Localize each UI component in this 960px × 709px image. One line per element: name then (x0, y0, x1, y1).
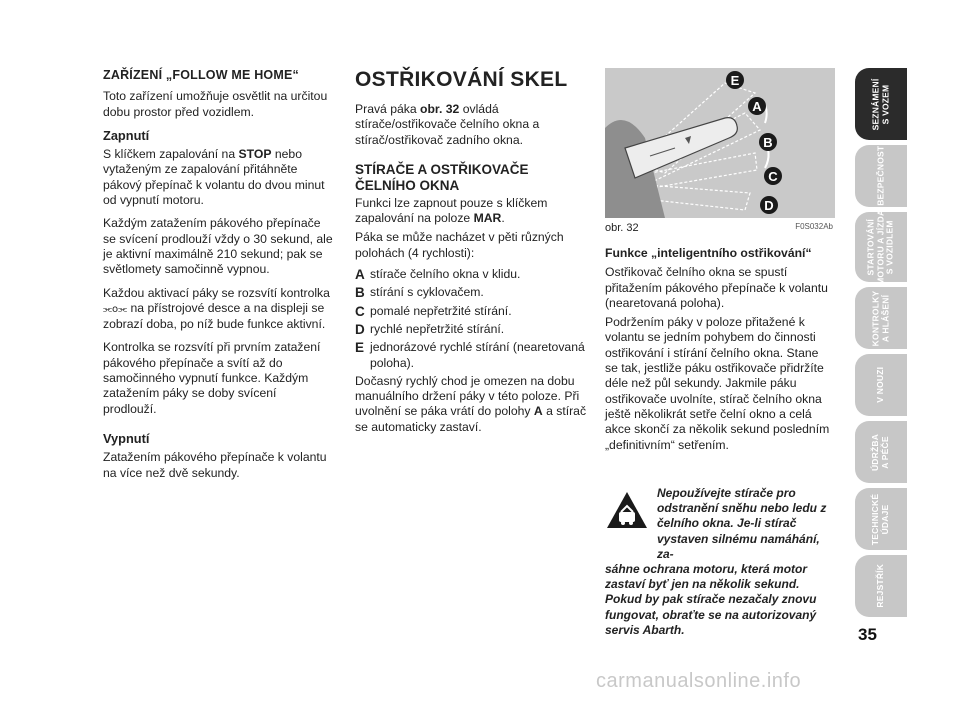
mode-item (355, 285, 590, 300)
mode-key: C (355, 303, 365, 319)
mode-item (355, 304, 590, 319)
warning-box (605, 486, 833, 637)
text-span: Pravá páka (355, 102, 421, 116)
mode-text: rychlé nepřetržité stírání. (370, 321, 505, 336)
figure-reference: obr. 32 (420, 102, 460, 116)
ignition-note (355, 196, 590, 227)
position-label: C (768, 169, 778, 184)
positions-note: Páka se může nacházet v pěti různých polohách (4 rychlosti): (355, 230, 564, 260)
mode-text: pomalé nepřetržité stírání. (370, 303, 512, 318)
washer-intro (355, 102, 590, 148)
tab-emergency[interactable] (855, 354, 907, 416)
page-number: 35 (858, 625, 877, 644)
tab-maintenance[interactable] (855, 421, 907, 483)
page-title: OSTŘIKOVÁNÍ SKEL (355, 68, 568, 91)
activation-paragraph-2: Každým zatažením pákového přepínače se svícení prodlouží vždy o 30 sekund, ale je aktivní maximálně 210 sekund; pak se světlomety samočinně vypnou. (103, 216, 333, 277)
mode-item (355, 267, 590, 282)
position-a-keyword: A (533, 404, 543, 419)
tab-starting-driving[interactable] (855, 209, 907, 285)
follow-me-home-heading: ZAŘÍZENÍ „FOLLOW ME HOME“ (103, 68, 299, 82)
wiper-lever-illustration (605, 68, 835, 218)
text-span: Každou aktivací páky se rozsvítí kontrolka (103, 285, 330, 300)
smart-washing-paragraph-2: Podržením páky v poloze přitažené k volantu se jedním pohybem do činnosti ostřikování i stírání čelního okna. Stane se tak, jestliže páku ostřikovače přidržíte déle než půl sekundy. Jakmile páku ostřikovače uvolníte, stírač čelního okna ještě několikrát setře čelní okno a celá akce skončí za několik sekund posledním „definitivním“ setřením. (605, 315, 830, 452)
text-span: na přístrojové desce a na displeji se zobrazí doba, po níž bude funkce aktivní. (103, 300, 326, 332)
headlight-symbol-icon: ⫘o⫘ (103, 303, 128, 315)
smart-washing-paragraph-1: Ostřikovač čelního okna se spustí přitažením pákového přepínače k volantu (nearetovaná poloha). (605, 265, 828, 310)
section-title: STÍRAČE A OSTŘIKOVAČE ČELNÍHO OKNA (355, 161, 529, 193)
tab-safety[interactable] (855, 145, 907, 207)
washer-column (355, 68, 590, 443)
temporary-mode-note (355, 374, 590, 435)
position-label: A (752, 99, 762, 114)
smart-washing-column (605, 246, 833, 461)
mar-keyword: MAR (473, 211, 502, 226)
tab-label: REJSTŘÍK (875, 564, 886, 608)
warning-text-rest: sáhne ochrana motoru, která motor zastaví byť jen na několik sekund. Pokud by pak stírače nezačaly znovu fungovat, obraťte se na autorizovaný servis Abarth. (605, 562, 817, 637)
warning-text (605, 486, 833, 638)
figure-code: F0S032Ab (795, 222, 833, 231)
wiper-lever-figure (605, 68, 835, 218)
text-span: Funkci lze zapnout pouze s klíčkem zapalování na poloze (355, 195, 548, 226)
follow-me-home-intro: Toto zařízení umožňuje osvětlit na určitou dobu prostor před vozidlem. (103, 89, 328, 119)
figure-caption-row (605, 222, 835, 234)
deactivation-title: Vypnutí (103, 430, 150, 446)
tab-technical-data[interactable] (855, 488, 907, 550)
text-span: nebo vytaženým ze zapalování přitáhněte pákový přepínač k volantu do dvou minut od vypnutí motoru. (103, 147, 325, 208)
tab-label: SEZNÁMENÍ S VOZEM (870, 78, 890, 130)
figure-caption: obr. 32 (605, 222, 639, 234)
tab-label: ÚDRŽBA A PÉČE (870, 433, 890, 471)
position-label: D (764, 198, 774, 213)
text-span: Dočasný rychlý chod je omezen na dobu manuálního držení páky v této poloze. Při uvolnění se páka vrátí do polohy (355, 373, 580, 419)
warning-text-indented: Nepoužívejte stírače pro odstranění sněhu nebo ledu z čelního okna. Je-li stírač vystaven silnému namáhání, za- (657, 486, 827, 561)
mode-text: stírače čelního okna v klidu. (370, 267, 521, 282)
follow-me-home-column (103, 68, 333, 489)
position-label: E (730, 73, 740, 88)
activation-title: Zapnutí (103, 127, 150, 143)
stop-keyword: STOP (238, 147, 272, 162)
smart-washing-title: Funkce „inteligentního ostřikování“ (605, 246, 812, 260)
tab-label: BEZPEČNOST (875, 145, 886, 207)
mode-key: B (355, 285, 365, 301)
mode-key: E (355, 340, 365, 356)
text-span: S klíčkem zapalování na (103, 147, 239, 162)
tab-label: TECHNICKÉ ÚDAJE (870, 493, 890, 545)
tab-warning-lights[interactable] (855, 287, 907, 349)
watermark: carmanualsonline.info (596, 670, 802, 692)
tab-index[interactable] (855, 555, 907, 617)
text-span: ovládá stírače/ostřikovače čelního okna a stírač/ostřikovač zadního okna. (355, 102, 540, 147)
text-span: a stírač se automaticky zastaví. (355, 404, 587, 434)
deactivation-paragraph: Zatažením pákového přepínače k volantu na více než dvě sekundy. (103, 450, 327, 480)
activation-paragraph-3 (103, 286, 333, 333)
position-label: B (763, 135, 773, 150)
mode-text: stírání s cyklovačem. (370, 285, 484, 300)
tab-label: STARTOVÁNÍ MOTORU A JÍZDA S VOZIDLEM (865, 209, 895, 285)
mode-list (355, 267, 590, 371)
mode-item (355, 322, 590, 337)
activation-paragraph-1 (103, 147, 333, 208)
mode-text: jednorázové rychlé stírání (nearetovaná poloha). (370, 340, 585, 370)
tab-label: V NOUZI (875, 367, 886, 403)
mode-key: A (355, 267, 365, 283)
tab-label: KONTROLKY A HLÁŠENÍ (870, 290, 891, 346)
mode-key: D (355, 321, 365, 337)
mode-item (355, 340, 590, 371)
text-span: . (501, 211, 505, 226)
tab-getting-to-know[interactable] (855, 68, 907, 140)
activation-paragraph-4: Kontrolka se rozsvítí při prvním zatažení pákového přepínače a svítí až do samočinného vypnutí funkce. Každým zatažením páky se doby svícení prodlouží. (103, 340, 321, 416)
